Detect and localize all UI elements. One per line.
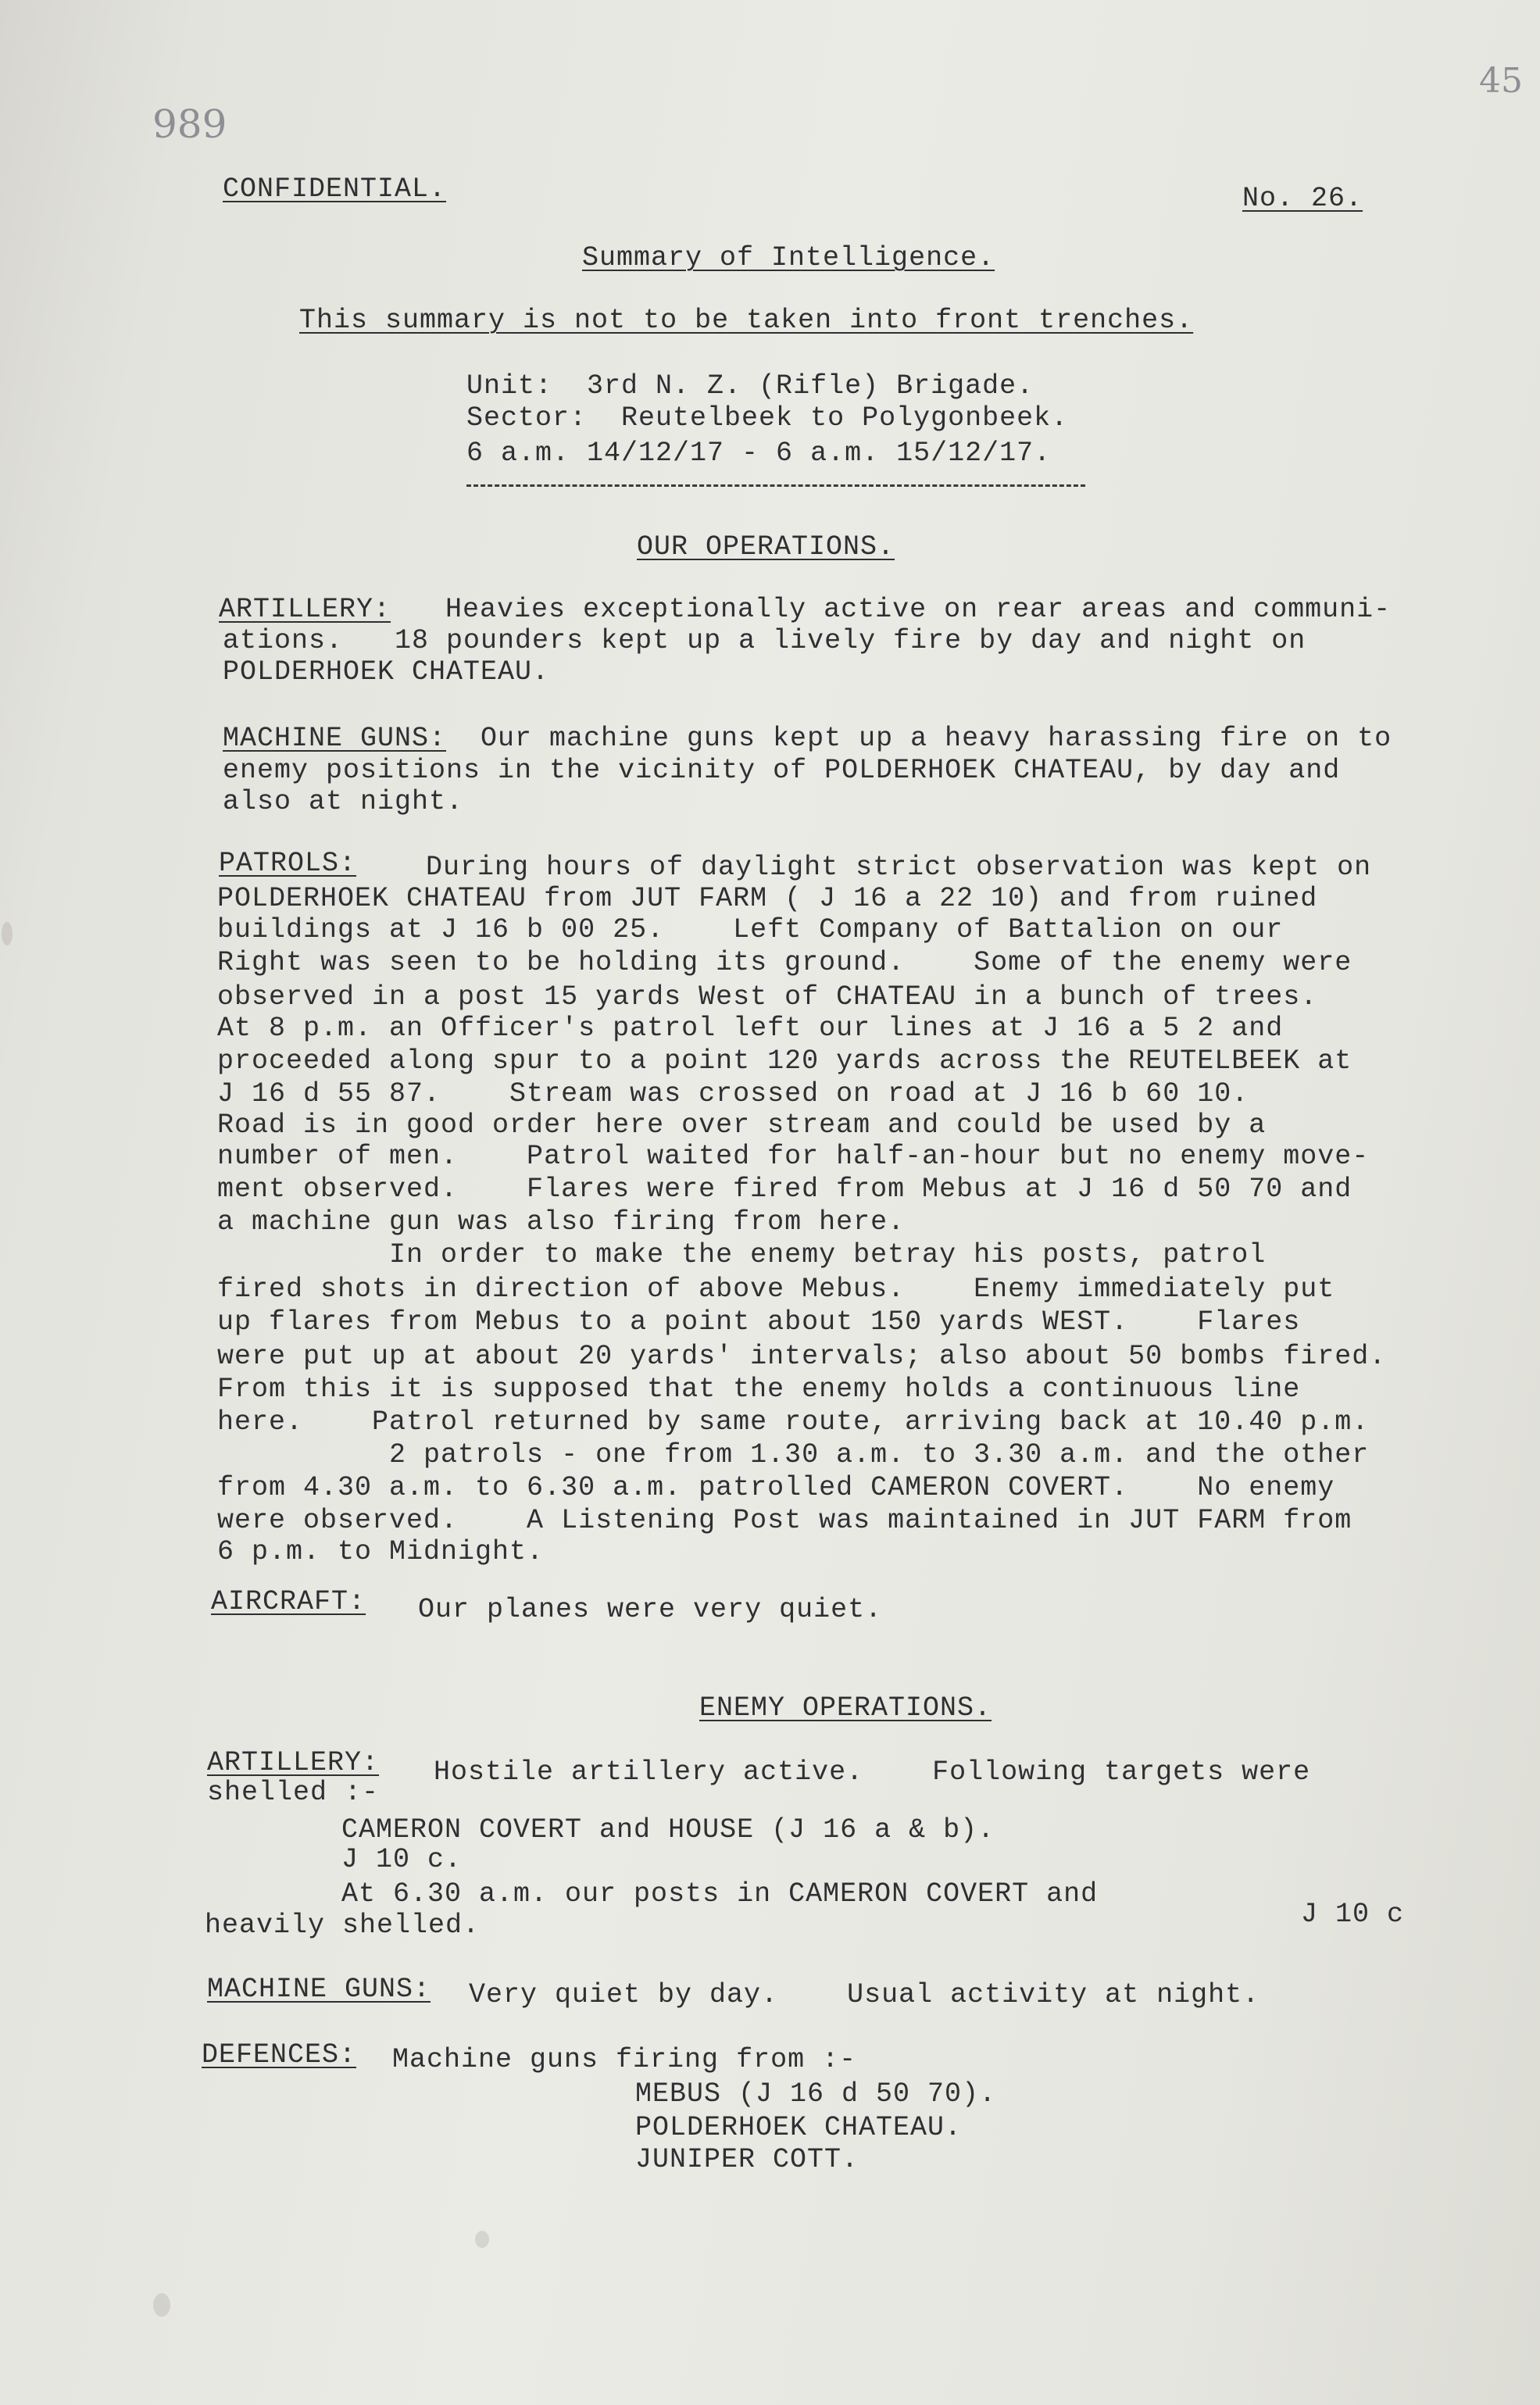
shelling-note: heavily shelled.	[205, 1910, 481, 1941]
machine-guns-text-line: enemy positions in the vicinity of POLDERHOEK CHATEAU, by day and	[223, 755, 1341, 786]
report-number: No. 26.	[1242, 183, 1363, 214]
our-operations-heading: OUR OPERATIONS.	[637, 531, 895, 563]
aircraft-text: Our planes were very quiet.	[418, 1594, 883, 1625]
artillery-text-line: ations. 18 pounders kept up a lively fire by day and night on	[223, 625, 1306, 656]
patrols-text-line: At 8 p.m. an Officer's patrol left our lines at J 16 a 5 2 and	[217, 1013, 1284, 1044]
patrols-text-line: 2 patrols - one from 1.30 a.m. to 3.30 a.m. and the other	[217, 1439, 1370, 1471]
patrols-text-line: number of men. Patrol waited for half-an-hour but no enemy move-	[217, 1141, 1370, 1172]
patrols-text-line: proceeded along spur to a point 120 yards across the REUTELBEEK at	[217, 1045, 1352, 1077]
sector-line: Sector: Reutelbeek to Polygonbeek.	[466, 402, 1069, 434]
distribution-notice: This summary is not to be taken into front trenches.	[299, 305, 1194, 336]
header-rule	[466, 484, 1085, 487]
paper-stain	[475, 2231, 489, 2248]
paper-stain	[153, 2293, 170, 2317]
enemy-artillery-text: Hostile artillery active. Following targets were	[434, 1756, 1311, 1788]
defence-location: POLDERHOEK CHATEAU.	[635, 2112, 963, 2143]
archive-number: 989	[152, 102, 227, 147]
patrols-text-line: were observed. A Listening Post was maintained in JUT FARM from	[217, 1505, 1352, 1536]
patrols-text-line: POLDERHOEK CHATEAU from JUT FARM ( J 16 a 22 10) and from ruined	[217, 883, 1318, 914]
machine-guns-text-line: also at night.	[223, 786, 464, 817]
machine-guns-text-line: Our machine guns kept up a heavy harassing fire on to	[481, 723, 1392, 754]
patrols-text-line: buildings at J 16 b 00 25. Left Company of Battalion on our	[217, 914, 1284, 945]
page-number: 45	[1479, 61, 1523, 101]
artillery-label: ARTILLERY:	[219, 594, 391, 625]
artillery-text-line: Heavies exceptionally active on rear areas and communi-	[445, 594, 1392, 625]
patrols-text-line: 6 p.m. to Midnight.	[217, 1536, 545, 1567]
enemy-operations-heading: ENEMY OPERATIONS.	[699, 1692, 992, 1724]
artillery-text-line: POLDERHOEK CHATEAU.	[223, 656, 550, 688]
shelling-note: At 6.30 a.m. our posts in CAMERON COVERT and	[341, 1878, 1099, 1910]
unit-line: Unit: 3rd N. Z. (Rifle) Brigade.	[466, 370, 1034, 402]
enemy-artillery-text: shelled :-	[207, 1777, 380, 1808]
patrols-text-line: observed in a post 15 yards West of CHATEAU in a bunch of trees.	[217, 981, 1318, 1013]
enemy-machine-guns-label: MACHINE GUNS:	[207, 1974, 431, 2005]
patrols-text-line: From this it is supposed that the enemy holds a continuous line	[217, 1374, 1301, 1405]
classification-label: CONFIDENTIAL.	[223, 173, 447, 205]
patrols-text-line: During hours of daylight strict observation was kept on	[426, 852, 1372, 883]
patrols-text-line: up flares from Mebus to a point about 150 yards WEST. Flares	[217, 1306, 1301, 1338]
patrols-text-line: Right was seen to be holding its ground. Some of the enemy were	[217, 947, 1352, 978]
patrols-text-line: a machine gun was also firing from here.	[217, 1206, 906, 1238]
shelling-note-grid: J 10 c	[1301, 1899, 1405, 1930]
defences-text: Machine guns firing from :-	[392, 2044, 857, 2075]
paper-stain	[2, 922, 13, 945]
patrols-text-line: from 4.30 a.m. to 6.30 a.m. patrolled CAMERON COVERT. No enemy	[217, 1472, 1335, 1503]
period-line: 6 a.m. 14/12/17 - 6 a.m. 15/12/17.	[466, 438, 1052, 469]
patrols-text-line: Road is in good order here over stream and could be used by a	[217, 1110, 1267, 1141]
patrols-text-line: In order to make the enemy betray his posts, patrol	[217, 1239, 1267, 1270]
target-item: J 10 c.	[341, 1844, 463, 1875]
patrols-text-line: were put up at about 20 yards' intervals; also about 50 bombs fired.	[217, 1341, 1387, 1372]
patrols-text-line: here. Patrol returned by same route, arriving back at 10.40 p.m.	[217, 1406, 1370, 1438]
defence-location: JUNIPER COTT.	[635, 2144, 859, 2175]
patrols-text-line: J 16 d 55 87. Stream was crossed on road at J 16 b 60 10.	[217, 1078, 1249, 1110]
defences-label: DEFENCES:	[202, 2039, 357, 2071]
patrols-label: PATROLS:	[219, 848, 357, 879]
defence-location: MEBUS (J 16 d 50 70).	[635, 2078, 997, 2110]
patrols-text-line: fired shots in direction of above Mebus. Enemy immediately put	[217, 1274, 1335, 1305]
document-title: Summary of Intelligence.	[582, 242, 995, 273]
enemy-artillery-label: ARTILLERY:	[207, 1747, 380, 1778]
enemy-machine-guns-text: Very quiet by day. Usual activity at night.	[469, 1979, 1260, 2010]
aircraft-label: AIRCRAFT:	[211, 1586, 366, 1617]
target-item: CAMERON COVERT and HOUSE (J 16 a & b).	[341, 1814, 995, 1846]
patrols-text-line: ment observed. Flares were fired from Mebus at J 16 d 50 70 and	[217, 1174, 1352, 1205]
machine-guns-label: MACHINE GUNS:	[223, 723, 447, 754]
